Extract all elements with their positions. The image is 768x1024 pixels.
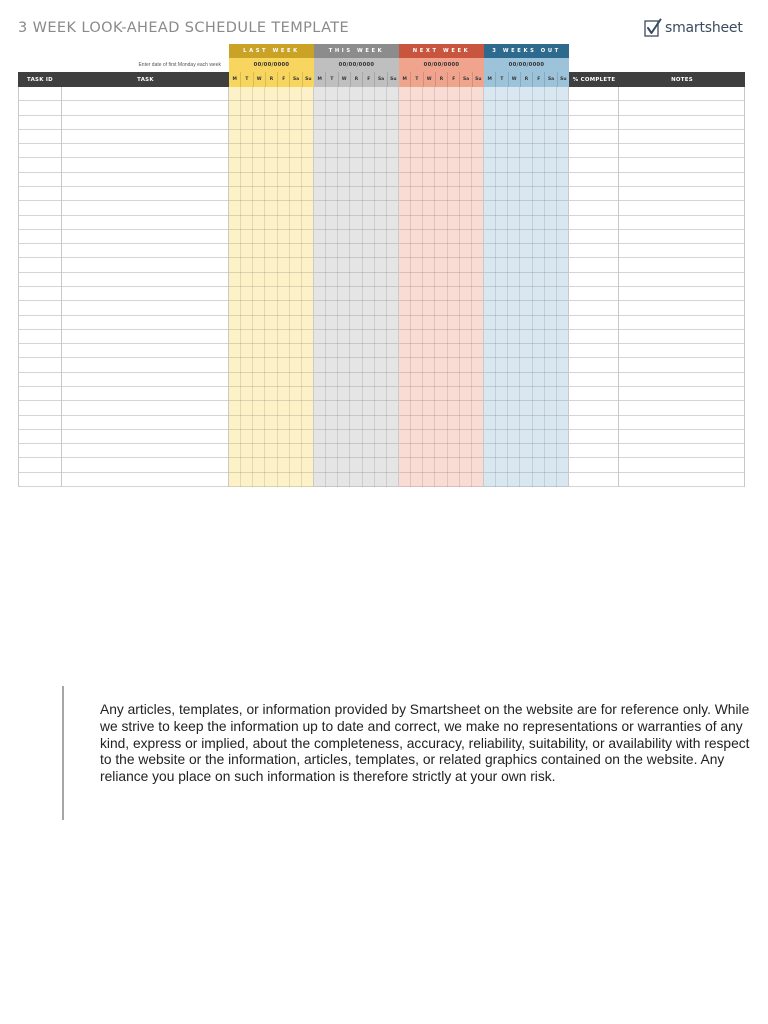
row-line xyxy=(619,343,744,344)
blank-corner xyxy=(619,44,745,58)
row-line xyxy=(399,329,483,330)
row-line xyxy=(569,415,618,416)
row-line xyxy=(314,143,398,144)
row-line xyxy=(484,343,568,344)
day-header-m: M xyxy=(229,72,241,87)
row-line xyxy=(484,257,568,258)
row-line xyxy=(314,286,398,287)
week-band-3-out: 3 WEEKS OUT xyxy=(484,44,569,58)
row-line xyxy=(619,400,744,401)
row-line xyxy=(484,415,568,416)
row-line xyxy=(19,143,61,144)
blank-corner xyxy=(569,58,619,72)
row-line xyxy=(62,272,228,273)
header-percent-complete: % COMPLETE xyxy=(569,72,619,87)
row-line xyxy=(569,100,618,101)
row-line xyxy=(569,243,618,244)
row-line xyxy=(399,186,483,187)
row-line xyxy=(619,315,744,316)
row-line xyxy=(569,343,618,344)
row-line xyxy=(62,472,228,473)
row-line xyxy=(19,186,61,187)
blank-corner xyxy=(62,44,229,58)
row-line xyxy=(62,315,228,316)
row-line xyxy=(62,372,228,373)
blank-corner xyxy=(18,44,62,58)
row-line xyxy=(484,229,568,230)
day-header-m: M xyxy=(484,72,496,87)
row-line xyxy=(619,215,744,216)
row-line xyxy=(619,157,744,158)
row-line xyxy=(314,386,398,387)
row-line xyxy=(229,229,313,230)
days-grid-3-out[interactable] xyxy=(484,87,569,487)
row-line xyxy=(569,272,618,273)
row-line xyxy=(229,186,313,187)
row-line xyxy=(19,100,61,101)
blank-corner xyxy=(619,58,745,72)
row-line xyxy=(19,243,61,244)
row-line xyxy=(619,200,744,201)
row-line xyxy=(569,115,618,116)
row-line xyxy=(399,443,483,444)
row-line xyxy=(314,315,398,316)
row-line xyxy=(399,429,483,430)
row-line xyxy=(314,157,398,158)
row-line xyxy=(62,357,228,358)
row-line xyxy=(229,300,313,301)
day-header-su: Su xyxy=(475,77,482,82)
day-header-w: W xyxy=(509,72,521,87)
day-header-sa: Sa xyxy=(460,72,472,87)
day-headers-this xyxy=(314,72,399,87)
row-line xyxy=(399,315,483,316)
row-line xyxy=(62,257,228,258)
row-line xyxy=(399,172,483,173)
row-line xyxy=(19,429,61,430)
row-line xyxy=(619,243,744,244)
row-line xyxy=(314,115,398,116)
row-line xyxy=(399,100,483,101)
row-line xyxy=(62,157,228,158)
row-line xyxy=(314,415,398,416)
row-line xyxy=(229,157,313,158)
row-line xyxy=(229,429,313,430)
row-line xyxy=(484,143,568,144)
row-line xyxy=(19,229,61,230)
row-line xyxy=(399,257,483,258)
row-line xyxy=(569,472,618,473)
row-line xyxy=(314,400,398,401)
row-line xyxy=(229,143,313,144)
day-header-sa: Sa xyxy=(375,72,387,87)
row-line xyxy=(19,357,61,358)
row-line xyxy=(484,329,568,330)
row-line xyxy=(484,400,568,401)
row-line xyxy=(484,472,568,473)
row-line xyxy=(314,272,398,273)
row-line xyxy=(484,386,568,387)
row-line xyxy=(484,443,568,444)
row-line xyxy=(229,129,313,130)
row-line xyxy=(569,215,618,216)
row-line xyxy=(569,386,618,387)
day-header-t: T xyxy=(411,72,423,87)
row-line xyxy=(62,243,228,244)
day-header-f: F xyxy=(533,72,545,87)
row-line xyxy=(19,315,61,316)
row-line xyxy=(314,172,398,173)
row-line xyxy=(19,457,61,458)
days-grid-this[interactable] xyxy=(314,87,399,487)
row-line xyxy=(62,443,228,444)
row-line xyxy=(62,200,228,201)
row-line xyxy=(569,172,618,173)
row-line xyxy=(399,357,483,358)
row-line xyxy=(569,200,618,201)
day-header-t: T xyxy=(326,72,338,87)
row-line xyxy=(619,472,744,473)
row-line xyxy=(484,115,568,116)
row-line xyxy=(484,215,568,216)
row-line xyxy=(314,129,398,130)
week-start-date-this[interactable]: 00/00/0000 xyxy=(314,58,399,72)
row-line xyxy=(229,472,313,473)
row-line xyxy=(229,400,313,401)
row-line xyxy=(619,257,744,258)
row-line xyxy=(619,100,744,101)
row-line xyxy=(19,215,61,216)
row-line xyxy=(62,172,228,173)
row-line xyxy=(19,400,61,401)
days-grid-last[interactable] xyxy=(229,87,314,487)
row-line xyxy=(619,186,744,187)
blank-corner xyxy=(18,58,62,72)
row-line xyxy=(484,186,568,187)
disclaimer-divider xyxy=(62,686,64,820)
row-line xyxy=(484,200,568,201)
row-line xyxy=(569,300,618,301)
row-line xyxy=(569,372,618,373)
row-line xyxy=(314,229,398,230)
row-line xyxy=(229,115,313,116)
row-line xyxy=(19,329,61,330)
row-line xyxy=(569,315,618,316)
header-task-id: TASK ID xyxy=(18,72,62,87)
row-line xyxy=(19,372,61,373)
row-line xyxy=(484,357,568,358)
row-line xyxy=(399,215,483,216)
brand-logo xyxy=(644,18,743,38)
day-header-m: M xyxy=(399,72,411,87)
row-line xyxy=(229,357,313,358)
row-line xyxy=(619,429,744,430)
row-line xyxy=(314,372,398,373)
day-header-su: Su xyxy=(560,77,567,82)
row-line xyxy=(569,257,618,258)
row-line xyxy=(619,272,744,273)
day-header-t: T xyxy=(241,72,253,87)
day-header-w: W xyxy=(424,72,436,87)
row-line xyxy=(229,457,313,458)
row-line xyxy=(484,100,568,101)
row-line xyxy=(569,229,618,230)
row-line xyxy=(569,186,618,187)
row-line xyxy=(62,229,228,230)
week-start-date-next[interactable]: 00/00/0000 xyxy=(399,58,484,72)
day-headers-3-out xyxy=(484,72,569,87)
week-band-next: NEXT WEEK xyxy=(399,44,484,58)
row-line xyxy=(399,472,483,473)
smartsheet-check-logo-icon xyxy=(644,18,662,38)
row-line xyxy=(229,343,313,344)
row-line xyxy=(62,329,228,330)
row-line xyxy=(19,300,61,301)
row-line xyxy=(399,486,483,487)
row-line xyxy=(484,272,568,273)
row-line xyxy=(484,286,568,287)
row-line xyxy=(619,172,744,173)
row-line xyxy=(569,457,618,458)
header-notes: NOTES xyxy=(619,72,745,87)
row-line xyxy=(62,286,228,287)
row-line xyxy=(569,357,618,358)
row-line xyxy=(229,386,313,387)
row-line xyxy=(399,143,483,144)
date-entry-hint: Enter date of first Monday each week xyxy=(138,62,221,68)
row-line xyxy=(314,329,398,330)
row-line xyxy=(619,415,744,416)
row-line xyxy=(399,200,483,201)
day-header-w: W xyxy=(339,72,351,87)
row-line xyxy=(619,143,744,144)
row-line xyxy=(19,343,61,344)
row-line xyxy=(399,243,483,244)
row-line xyxy=(619,129,744,130)
row-line xyxy=(569,443,618,444)
row-line xyxy=(314,100,398,101)
task-column[interactable] xyxy=(62,87,229,487)
row-line xyxy=(569,400,618,401)
row-line xyxy=(19,115,61,116)
row-line xyxy=(229,272,313,273)
row-line xyxy=(399,157,483,158)
row-line xyxy=(399,372,483,373)
week-band-this: THIS WEEK xyxy=(314,44,399,58)
task-id-column[interactable] xyxy=(18,87,62,487)
day-header-f: F xyxy=(278,72,290,87)
row-line xyxy=(62,143,228,144)
row-line xyxy=(229,315,313,316)
row-line xyxy=(619,300,744,301)
row-line xyxy=(19,129,61,130)
row-line xyxy=(62,429,228,430)
day-header-r: R xyxy=(266,72,278,87)
row-line xyxy=(229,415,313,416)
row-line xyxy=(62,100,228,101)
row-line xyxy=(569,129,618,130)
day-header-r: R xyxy=(436,72,448,87)
row-line xyxy=(229,257,313,258)
row-line xyxy=(399,343,483,344)
row-line xyxy=(62,115,228,116)
row-line xyxy=(314,300,398,301)
week-start-date-last[interactable]: 00/00/0000 xyxy=(229,58,314,72)
blank-corner xyxy=(569,44,619,58)
row-line xyxy=(484,315,568,316)
row-line xyxy=(399,386,483,387)
row-line xyxy=(314,457,398,458)
row-line xyxy=(484,243,568,244)
row-line xyxy=(19,172,61,173)
row-line xyxy=(19,200,61,201)
notes-column[interactable] xyxy=(619,87,745,487)
row-line xyxy=(229,100,313,101)
row-line xyxy=(62,486,228,487)
row-line xyxy=(399,400,483,401)
row-line xyxy=(229,486,313,487)
row-line xyxy=(619,357,744,358)
row-line xyxy=(229,372,313,373)
day-header-t: T xyxy=(496,72,508,87)
day-header-sa: Sa xyxy=(290,72,302,87)
row-line xyxy=(484,372,568,373)
row-line xyxy=(229,172,313,173)
row-line xyxy=(569,143,618,144)
day-header-f: F xyxy=(363,72,375,87)
brand-name: smartsheet xyxy=(665,20,743,36)
row-line xyxy=(19,157,61,158)
row-line xyxy=(399,286,483,287)
day-header-r: R xyxy=(351,72,363,87)
row-line xyxy=(314,357,398,358)
row-line xyxy=(229,443,313,444)
day-headers-next xyxy=(399,72,484,87)
row-line xyxy=(62,386,228,387)
row-line xyxy=(62,129,228,130)
row-line xyxy=(484,429,568,430)
row-line xyxy=(62,415,228,416)
percent-complete-column[interactable] xyxy=(569,87,619,487)
row-line xyxy=(484,457,568,458)
row-line xyxy=(569,486,618,487)
day-header-sa: Sa xyxy=(545,72,557,87)
row-line xyxy=(619,115,744,116)
row-line xyxy=(62,300,228,301)
row-line xyxy=(399,115,483,116)
row-line xyxy=(19,472,61,473)
row-line xyxy=(19,386,61,387)
row-line xyxy=(484,172,568,173)
day-header-su: Su xyxy=(305,77,312,82)
row-line xyxy=(399,272,483,273)
row-line xyxy=(62,186,228,187)
row-line xyxy=(314,472,398,473)
row-line xyxy=(19,415,61,416)
row-line xyxy=(619,329,744,330)
row-line xyxy=(399,415,483,416)
row-line xyxy=(314,343,398,344)
row-line xyxy=(619,486,744,487)
day-header-w: W xyxy=(254,72,266,87)
row-line xyxy=(619,286,744,287)
row-line xyxy=(229,286,313,287)
row-line xyxy=(19,443,61,444)
row-line xyxy=(19,272,61,273)
week-band-last: LAST WEEK xyxy=(229,44,314,58)
row-line xyxy=(569,286,618,287)
row-line xyxy=(19,257,61,258)
header-task: TASK xyxy=(62,72,229,87)
row-line xyxy=(229,200,313,201)
row-line xyxy=(314,186,398,187)
row-line xyxy=(569,329,618,330)
row-line xyxy=(62,457,228,458)
row-line xyxy=(62,400,228,401)
row-line xyxy=(484,129,568,130)
row-line xyxy=(314,443,398,444)
row-line xyxy=(229,215,313,216)
row-line xyxy=(399,229,483,230)
row-line xyxy=(619,386,744,387)
row-line xyxy=(314,243,398,244)
row-line xyxy=(19,286,61,287)
row-line xyxy=(314,257,398,258)
row-line xyxy=(399,457,483,458)
row-line xyxy=(314,486,398,487)
week-start-date-3-out[interactable]: 00/00/0000 xyxy=(484,58,569,72)
page-title: 3 WEEK LOOK-AHEAD SCHEDULE TEMPLATE xyxy=(18,20,350,36)
row-line xyxy=(619,443,744,444)
row-line xyxy=(314,215,398,216)
day-header-m: M xyxy=(314,72,326,87)
row-line xyxy=(62,215,228,216)
row-line xyxy=(62,343,228,344)
row-line xyxy=(399,129,483,130)
row-line xyxy=(229,243,313,244)
day-header-f: F xyxy=(448,72,460,87)
row-line xyxy=(484,486,568,487)
row-line xyxy=(229,329,313,330)
row-line xyxy=(569,157,618,158)
day-header-su: Su xyxy=(390,77,397,82)
row-line xyxy=(484,157,568,158)
row-line xyxy=(19,486,61,487)
row-line xyxy=(619,229,744,230)
schedule-table xyxy=(18,44,745,487)
row-line xyxy=(484,300,568,301)
row-line xyxy=(569,429,618,430)
day-header-r: R xyxy=(521,72,533,87)
days-grid-next[interactable] xyxy=(399,87,484,487)
disclaimer-text: Any articles, templates, or information provided by Smartsheet on the website are for reference only. While we strive to keep the information up to date and correct, we make no representations or warranties of any kind, express or implied, about the completeness, accuracy, reliability, suitability, or availability with respect to the website or the information, articles, templates, or related graphics contained on the website. Any reliance you place on such information is therefore strictly at your own risk. xyxy=(100,702,750,785)
row-line xyxy=(619,457,744,458)
row-line xyxy=(619,372,744,373)
row-line xyxy=(314,429,398,430)
day-headers-last xyxy=(229,72,314,87)
row-line xyxy=(399,300,483,301)
row-line xyxy=(314,200,398,201)
